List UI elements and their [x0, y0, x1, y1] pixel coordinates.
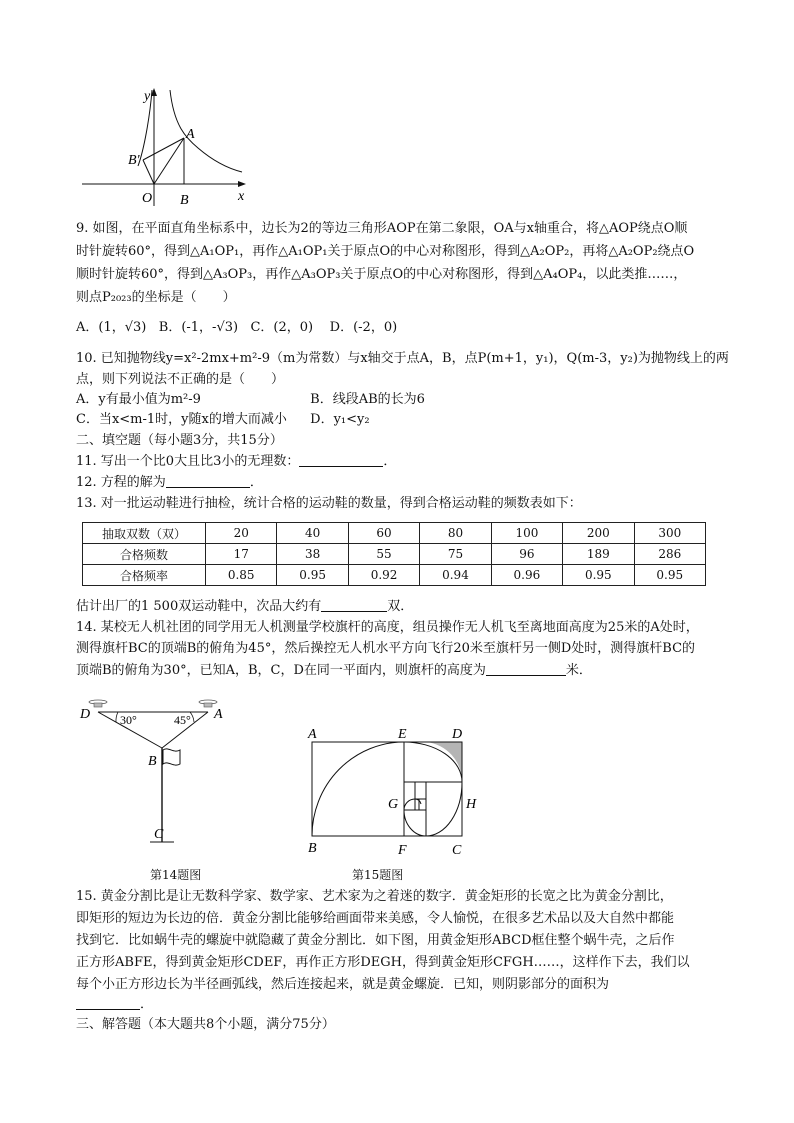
- table-header-cell: 抽取双数（双）: [83, 523, 206, 544]
- q14-line3: [76, 660, 592, 682]
- point-label-c: C: [452, 843, 462, 858]
- table-cell: 0.94: [420, 565, 491, 586]
- q10-option-c: C．当x<m-1时，y随x的增大而减小: [76, 412, 287, 427]
- q13-text: 13. 对一批运动鞋进行抽检，统计合格的运动鞋的数量，得到合格运动鞋的频数表如下：: [76, 496, 582, 511]
- flagpole-figure: [76, 690, 236, 860]
- point-label-a: A: [186, 127, 195, 142]
- q15-end: ．: [140, 997, 154, 1012]
- table-cell: 0.85: [206, 565, 277, 586]
- table-cell: 96: [491, 544, 562, 565]
- coordinate-figure: [78, 86, 250, 210]
- q9-options: [76, 317, 397, 339]
- table-cell: 80: [420, 523, 491, 544]
- table-cell: 300: [634, 523, 705, 544]
- q15-answer-blank[interactable]: [76, 995, 140, 1010]
- q14-line2: 测得旗杆BC的顶端B的俯角为45°，然后操控无人机水平方向飞行20米至旗杆另一侧D处时，测得旗杆BC的: [76, 641, 696, 656]
- table-cell: 0.95: [277, 565, 348, 586]
- point-label-b: B: [308, 841, 317, 856]
- table-cell: 0.95: [634, 565, 705, 586]
- table-cell: 0.92: [348, 565, 419, 586]
- q9-line3: 顺时针旋转60°，得到△A₃OP₃，再作△A₃OP₃关于原点O的中心对称图形，得到△A₄OP₄，以此类推……，: [76, 267, 687, 282]
- golden-spiral-figure: [302, 724, 482, 860]
- point-label-d: D: [80, 707, 91, 722]
- q9-option-b: B．(-1，-√3): [158, 320, 239, 335]
- axis-label-y: y: [144, 89, 151, 104]
- table-row: [83, 544, 706, 565]
- q11: [76, 451, 396, 473]
- q10-options-row1: [76, 389, 425, 411]
- q13-after-pre: 估计出厂的1 500双运动鞋中，次品大约有: [76, 599, 322, 614]
- drone-icon: [89, 700, 107, 707]
- q15-line2: 即矩形的短边为长边的倍．黄金分割比能够给画面带来美感，令人愉悦，在很多艺术品以及大自然中都能: [76, 911, 675, 926]
- table-header-cell: 合格频率: [83, 565, 206, 586]
- point-label-d: D: [452, 727, 463, 742]
- q13-answer-blank[interactable]: [321, 597, 387, 612]
- q12-text: 12. 方程的解为: [76, 475, 166, 490]
- q9-option-d: D．(-2，0): [329, 320, 398, 335]
- fig14-caption: 第14题图: [150, 868, 202, 882]
- q15-answer-line: [76, 994, 153, 1016]
- table-cell: 189: [563, 544, 634, 565]
- table-cell: 200: [563, 523, 634, 544]
- q12: [76, 472, 263, 494]
- q15-line3: 找到它．比如蜗牛壳的螺旋中就隐藏了黄金分割比．如下图，用黄金矩形ABCD框住整个蜗牛壳，之后作: [76, 933, 675, 948]
- angle-label-30: 30°: [120, 713, 137, 727]
- fig15-caption: 第15题图: [352, 868, 404, 882]
- point-label-o: O: [142, 191, 153, 206]
- table-row: [83, 523, 706, 544]
- point-label-f: F: [398, 843, 407, 858]
- point-label-h: H: [466, 797, 477, 812]
- frequency-table: [82, 522, 706, 586]
- table-cell: 20: [206, 523, 277, 544]
- q9-option-a: A．(1，√3): [76, 320, 147, 335]
- point-label-b: B: [180, 193, 189, 208]
- q10-line2: 点，则下列说法不正确的是（ ）: [76, 372, 285, 387]
- table-cell: 17: [206, 544, 277, 565]
- q12-answer-blank[interactable]: [166, 473, 250, 488]
- q11-answer-blank[interactable]: [299, 452, 383, 467]
- q9-option-c: C．(2，0): [250, 320, 314, 335]
- q14-line3-post: 米．: [565, 663, 592, 678]
- table-row: [83, 565, 706, 586]
- point-label-a: A: [308, 727, 317, 742]
- point-label-a: A: [214, 707, 223, 722]
- q9-line1: 9. 如图，在平面直角坐标系中，边长为2的等边三角形AOP在第二象限，OA与x轴重合，将△AOP绕点O顺: [76, 221, 688, 236]
- q15-line4: 正方形ABFE，得到黄金矩形CDEF，再作正方形DEGH，得到黄金矩形CFGH……，这样作下去，我们以: [76, 955, 690, 970]
- point-label-c: C: [154, 827, 164, 842]
- q10-option-d: D．y₁<y₂: [310, 412, 370, 427]
- q12-end: ．: [249, 475, 263, 490]
- table-header-cell: 合格频数: [83, 544, 206, 565]
- angle-label-45: 45°: [174, 713, 191, 727]
- drone-icon: [199, 700, 217, 707]
- q14-line1: 14. 某校无人机社团的同学用无人机测量学校旗杆的高度，组员操作无人机飞至离地面高度为25米的A处时，: [76, 620, 699, 635]
- q15-line1: 15. 黄金分割比是让无数科学家、数学家、艺术家为之着迷的数字．黄金矩形的长宽之比为黄金分割比，: [76, 889, 673, 904]
- q13-after-post: 双．: [387, 599, 414, 614]
- q10-line1: 10. 已知抛物线y=x²-2mx+m²-9（m为常数）与x轴交于点A，B，点P(m+1，y₁)，Q(m-3，y₂)为抛物线上的两: [76, 351, 729, 366]
- table-cell: 38: [277, 544, 348, 565]
- point-label-b: B: [148, 754, 157, 769]
- axis-label-x: x: [238, 189, 245, 204]
- point-label-g: G: [388, 797, 399, 812]
- point-label-e: E: [398, 727, 407, 742]
- q13-after: [76, 596, 413, 618]
- q15-line5: 每个小正方形边长为半径画弧线，然后连接起来，就是黄金螺旋．已知，则阴影部分的面积为: [76, 977, 610, 992]
- table-cell: 75: [420, 544, 491, 565]
- table-cell: 60: [348, 523, 419, 544]
- q11-text: 11. 写出一个比0大且比3小的无理数：: [76, 454, 300, 469]
- table-cell: 100: [491, 523, 562, 544]
- table-cell: 40: [277, 523, 348, 544]
- q14-line3-pre: 顶端B的俯角为30°，已知A，B，C，D在同一平面内，则旗杆的高度为: [76, 663, 486, 678]
- q10-options-row2: [76, 409, 370, 431]
- q10-option-a: A．y有最小值为m²-9: [76, 392, 201, 407]
- q11-end: ．: [383, 454, 397, 469]
- q14-answer-blank[interactable]: [486, 661, 566, 676]
- table-cell: 55: [348, 544, 419, 565]
- q10-option-b: B．线段AB的长为6: [310, 392, 425, 407]
- table-cell: 0.96: [491, 565, 562, 586]
- table-cell: 0.95: [563, 565, 634, 586]
- point-label-bprime: B': [128, 153, 140, 168]
- section2-heading: 二、填空题（每小题3分，共15分）: [76, 433, 283, 448]
- section3-heading: 三、解答题（本大题共8个小题，满分75分）: [76, 1017, 335, 1032]
- table-cell: 286: [634, 544, 705, 565]
- q9-line2: 时针旋转60°，得到△A₁OP₁，再作△A₁OP₁关于原点O的中心对称图形，得到△A₂OP₂，再将△A₂OP₂绕点O: [76, 244, 695, 259]
- q9-line4: 则点P₂₀₂₃的坐标是（ ）: [76, 290, 236, 305]
